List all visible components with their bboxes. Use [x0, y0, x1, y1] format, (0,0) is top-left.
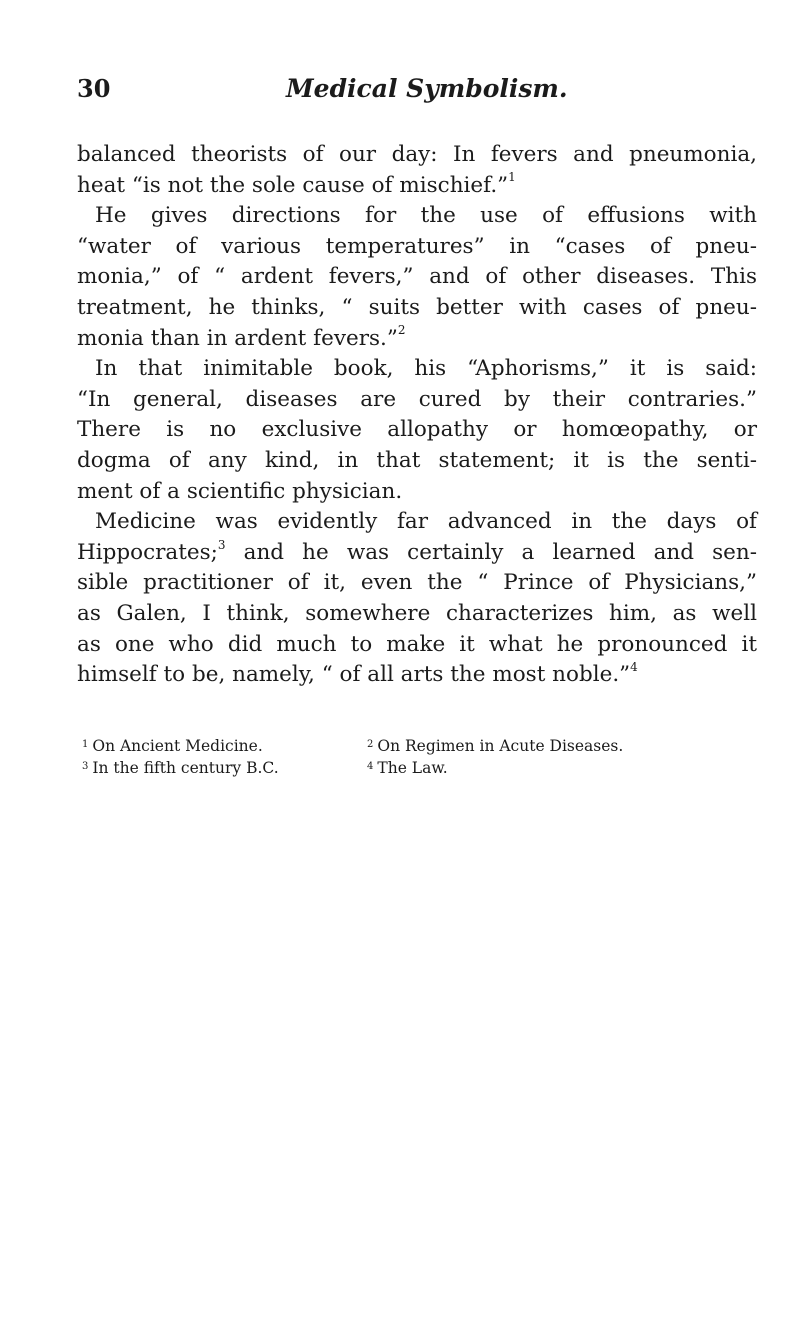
footnote-row [77, 757, 757, 779]
text-line: sible practitioner of it, even the “ Prince of Physicians,” [77, 570, 757, 596]
running-title: Medical Symbolism. [286, 74, 568, 103]
text-line: dogma of any kind, in that statement; it is the senti- [77, 447, 757, 473]
text-line: He gives directions for the use of effusions with [95, 203, 757, 229]
footnotes [77, 735, 757, 779]
text-line: treatment, he thinks, “ suits better with cases of pneu- [77, 294, 757, 320]
text-line: monia,” of “ ardent fevers,” and of other diseases. This [77, 264, 757, 290]
footnote-3: $^3$ In the fifth century B.C. [82, 759, 279, 777]
footnote-ref: 2 [397, 323, 406, 338]
body-text [77, 140, 757, 691]
footnote-1: $^1$ On Ancient Medicine. [82, 737, 263, 755]
text-line: There is no exclusive allopathy or homœopathy, or [77, 417, 757, 443]
text-line: Medicine was evidently far advanced in the days of [95, 509, 757, 535]
text-line: himself to be, namely, “ of all arts the most noble.”$^4$ [77, 659, 638, 688]
footnote-2: $^2$ On Regimen in Acute Diseases. [367, 737, 624, 755]
text-line: ment of a scientific physician. [77, 478, 403, 504]
text-line: as Galen, I think, somewhere characterizes him, as well [77, 600, 757, 626]
text-line: as one who did much to make it what he pronounced it [77, 631, 757, 657]
running-head [77, 74, 757, 114]
text-line: balanced theorists of our day: In fevers and pneumonia, [77, 142, 757, 167]
text-line: “In general, diseases are cured by their contraries.” [77, 386, 757, 412]
footnote-ref: 4 [630, 659, 638, 674]
text-line: Hippocrates;$^3$ and he was certainly a learned and sen- [77, 537, 757, 565]
text-line: monia than in ardent fevers.”$^2$ [77, 323, 406, 351]
footnote-ref: 3 [217, 537, 226, 552]
page-number: 30 [77, 74, 111, 103]
text-line: heat “is not the sole cause of mischief.”$^1$ [77, 170, 516, 198]
footnote-ref: 1 [508, 170, 516, 185]
text-line: In that inimitable book, his “Aphorisms,” it is said: [95, 356, 757, 382]
footnote-row [77, 735, 757, 757]
text-line: “water of various temperatures” in “cases of pneu- [77, 233, 757, 259]
footnote-4: $^4$ The Law. [367, 759, 448, 777]
